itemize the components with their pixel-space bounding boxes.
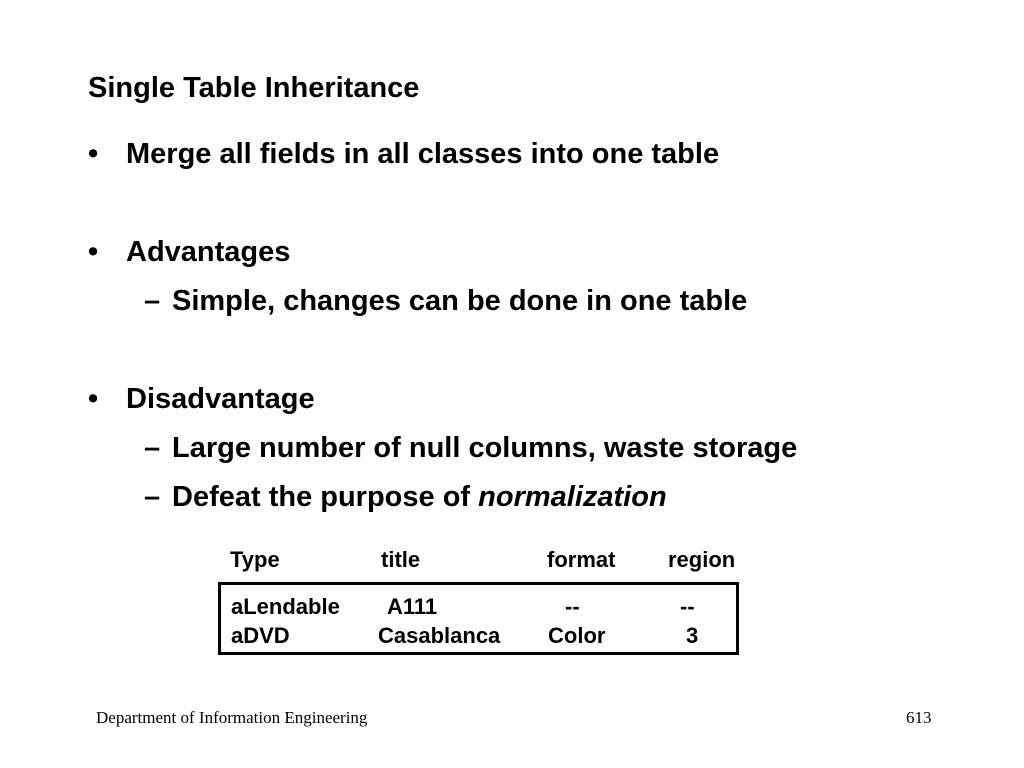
table-cell: 3: [686, 623, 699, 648]
dash-glyph: –: [144, 432, 161, 464]
sub-bullet-plain-text: Defeat the purpose of: [172, 481, 479, 513]
bullet-text: Advantages: [126, 236, 291, 268]
bullet-item: [88, 236, 488, 272]
bullet-glyph: •: [88, 383, 99, 415]
bullet-item: [88, 383, 488, 419]
footer-page-number: 613: [906, 708, 932, 727]
table-box: [218, 582, 739, 655]
sub-bullet-text: Simple, changes can be done in one table: [172, 285, 748, 317]
footer-department: Department of Information Engineering: [96, 708, 368, 727]
bullet-glyph: •: [88, 138, 99, 170]
bullet-item: [88, 138, 848, 174]
bullet-glyph: •: [88, 236, 99, 268]
slide-title: Single Table Inheritance: [88, 72, 420, 104]
sub-bullet-text: Large number of null columns, waste storage: [172, 432, 798, 464]
table-cell: aLendable: [231, 594, 340, 619]
sub-bullet-italic-text: normalization: [478, 481, 667, 513]
table-header-format: format: [547, 547, 616, 572]
bullet-text: Merge all fields in all classes into one table: [126, 138, 720, 170]
table-header-type: Type: [230, 547, 280, 572]
bullet-text: Disadvantage: [126, 383, 315, 415]
dash-glyph: –: [144, 481, 161, 513]
table-cell: Color: [548, 623, 606, 648]
dash-glyph: –: [144, 285, 161, 317]
table-cell: aDVD: [231, 623, 290, 648]
table-cell: A111: [387, 594, 438, 619]
table-header-region: region: [668, 547, 736, 572]
table-cell: --: [565, 594, 580, 619]
table-cell: --: [680, 594, 695, 619]
table-cell: Casablanca: [378, 623, 501, 648]
sub-bullet-item: [144, 285, 864, 321]
sub-bullet-item: [144, 432, 924, 468]
sub-bullet-item: [144, 481, 864, 517]
table-header-title: title: [381, 547, 421, 572]
sub-bullet-text: [172, 481, 667, 514]
